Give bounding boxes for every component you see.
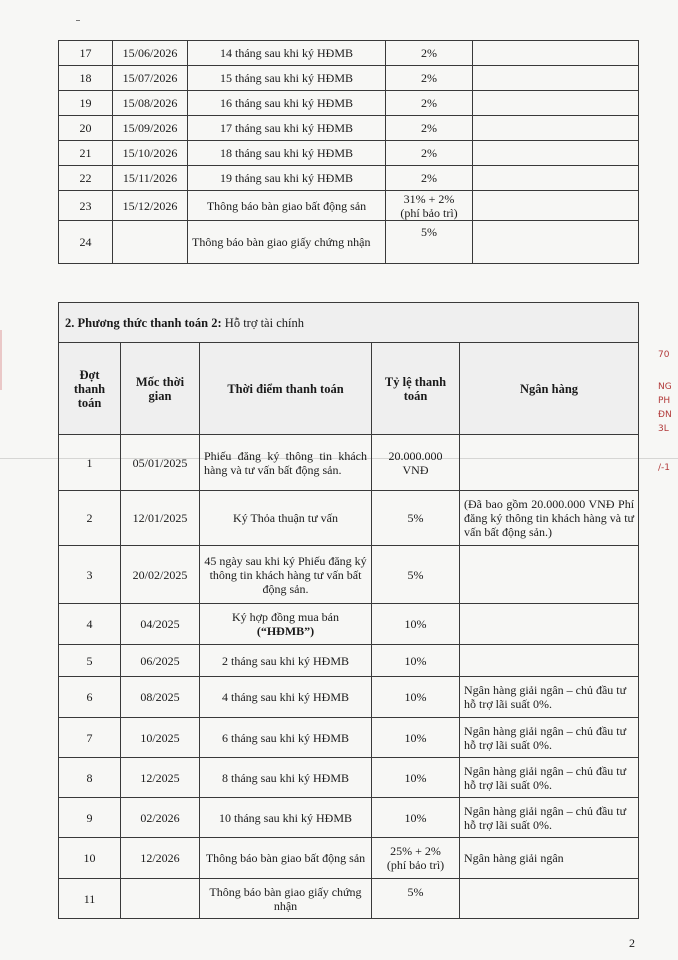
bank-note	[460, 435, 639, 491]
scan-edge-mark	[0, 330, 2, 390]
table-row	[59, 66, 639, 91]
installment-date: 15/07/2026	[113, 66, 188, 91]
table-row	[59, 645, 639, 677]
installment-number: 24	[59, 221, 113, 264]
installment-timing: Phiếu đăng ký thông tin khách hàng và tư vấn bất động sản.	[200, 435, 372, 491]
table-row	[59, 435, 639, 491]
table-row	[59, 546, 639, 604]
installment-number: 20	[59, 116, 113, 141]
installment-timing: 18 tháng sau khi ký HĐMB	[188, 141, 386, 166]
header-milestone: Mốc thời gian	[121, 343, 200, 435]
installment-timing: 17 tháng sau khi ký HĐMB	[188, 116, 386, 141]
table-row	[59, 141, 639, 166]
installment-timing: 2 tháng sau khi ký HĐMB	[200, 645, 372, 677]
installment-timing: Thông báo bàn giao bất động sản	[188, 191, 386, 221]
header-payment-timing: Thời điểm thanh toán	[200, 343, 372, 435]
table-row	[59, 677, 639, 718]
installment-timing: 4 tháng sau khi ký HĐMB	[200, 677, 372, 718]
table-header-row	[59, 343, 639, 435]
bank-note	[460, 604, 639, 645]
installment-date: 12/2025	[121, 758, 200, 798]
installment-timing: 10 tháng sau khi ký HĐMB	[200, 798, 372, 838]
installment-date: 08/2025	[121, 677, 200, 718]
bank-note: Ngân hàng giải ngân – chủ đầu tư hỗ trợ lãi suất 0%.	[460, 677, 639, 718]
installment-rate: 5%	[372, 491, 460, 546]
installment-date: 12/2026	[121, 838, 200, 879]
installment-date: 15/10/2026	[113, 141, 188, 166]
rate-value: 31% + 2%	[403, 191, 455, 206]
bank-note: (Đã bao gồm 20.000.000 VNĐ Phí đăng ký thông tin khách hàng và tư vấn bất động sản.)	[460, 491, 639, 546]
installment-note	[473, 66, 639, 91]
installment-timing: 6 tháng sau khi ký HĐMB	[200, 718, 372, 758]
installment-rate: 2%	[386, 166, 473, 191]
installment-date	[113, 221, 188, 264]
installment-note	[473, 221, 639, 264]
bank-note: Ngân hàng giải ngân	[460, 838, 639, 879]
installment-timing: 15 tháng sau khi ký HĐMB	[188, 66, 386, 91]
installment-timing: 14 tháng sau khi ký HĐMB	[188, 41, 386, 66]
installment-date: 20/02/2025	[121, 546, 200, 604]
installment-rate: 10%	[372, 798, 460, 838]
table-row	[59, 718, 639, 758]
installment-date: 02/2026	[121, 798, 200, 838]
installment-note	[473, 41, 639, 66]
table-row	[59, 758, 639, 798]
payment-schedule-table-2	[58, 302, 639, 919]
installment-timing: 45 ngày sau khi ký Phiếu đăng ký thông tin khách hàng tư vấn bất động sản.	[200, 546, 372, 604]
header-installment: Đợt thanh toán	[59, 343, 121, 435]
table-row	[59, 91, 639, 116]
installment-number: 10	[59, 838, 121, 879]
installment-number: 2	[59, 491, 121, 546]
table-row	[59, 491, 639, 546]
section-title-row	[59, 303, 639, 343]
installment-rate	[372, 838, 460, 879]
table-row	[59, 838, 639, 879]
installment-date: 10/2025	[121, 718, 200, 758]
installment-rate: 2%	[386, 116, 473, 141]
section-title-bold: 2. Phương thức thanh toán 2:	[65, 315, 222, 330]
bank-note	[460, 879, 639, 919]
installment-note	[473, 116, 639, 141]
table-row	[59, 41, 639, 66]
margin-stamp-text: NG	[658, 382, 672, 392]
installment-date: 15/12/2026	[113, 191, 188, 221]
installment-note	[473, 141, 639, 166]
header-bank: Ngân hàng	[460, 343, 639, 435]
installment-timing: 19 tháng sau khi ký HĐMB	[188, 166, 386, 191]
installment-rate: 5%	[386, 221, 473, 264]
table-row	[59, 798, 639, 838]
installment-number: 9	[59, 798, 121, 838]
installment-number: 11	[59, 879, 121, 919]
installment-number: 18	[59, 66, 113, 91]
table-row	[59, 221, 639, 264]
installment-timing: Thông báo bàn giao giấy chứng nhận	[200, 879, 372, 919]
installment-number: 7	[59, 718, 121, 758]
bank-note	[460, 645, 639, 677]
installment-note	[473, 191, 639, 221]
margin-stamp-text: 3L	[658, 424, 669, 434]
installment-timing: Ký Thỏa thuận tư vấn	[200, 491, 372, 546]
installment-rate: 10%	[372, 645, 460, 677]
margin-stamp-text: 70	[658, 350, 670, 360]
installment-timing: Thông báo bàn giao giấy chứng nhận	[188, 221, 386, 264]
installment-date: 15/11/2026	[113, 166, 188, 191]
installment-rate: 10%	[372, 718, 460, 758]
installment-date: 06/2025	[121, 645, 200, 677]
rate-note: (phí bảo trì)	[386, 858, 445, 872]
header-payment-rate: Tỷ lệ thanh toán	[372, 343, 460, 435]
installment-number: 3	[59, 546, 121, 604]
installment-note	[473, 166, 639, 191]
installment-number: 19	[59, 91, 113, 116]
table-row	[59, 604, 639, 645]
installment-date: 15/08/2026	[113, 91, 188, 116]
installment-note	[473, 91, 639, 116]
margin-stamp-text: ĐN	[658, 410, 672, 420]
installment-date: 04/2025	[121, 604, 200, 645]
installment-timing	[200, 604, 372, 645]
timing-text: Ký hợp đồng mua bán	[232, 610, 339, 624]
installment-number: 4	[59, 604, 121, 645]
installment-date: 15/09/2026	[113, 116, 188, 141]
installment-number: 22	[59, 166, 113, 191]
installment-number: 1	[59, 435, 121, 491]
bank-note: Ngân hàng giải ngân – chủ đầu tư hỗ trợ lãi suất 0%.	[460, 798, 639, 838]
rate-note: (phí bảo trì)	[400, 205, 458, 220]
installment-rate: 5%	[372, 546, 460, 604]
installment-rate: 2%	[386, 91, 473, 116]
timing-bold: (“HĐMB”)	[256, 624, 315, 638]
table-row	[59, 191, 639, 221]
bank-note	[460, 546, 639, 604]
installment-timing: 8 tháng sau khi ký HĐMB	[200, 758, 372, 798]
payment-schedule-table-1	[58, 40, 639, 264]
installment-timing: Thông báo bàn giao bất động sản	[200, 838, 372, 879]
installment-rate: 5%	[372, 879, 460, 919]
installment-number: 23	[59, 191, 113, 221]
installment-number: 6	[59, 677, 121, 718]
installment-rate	[386, 191, 473, 221]
installment-rate: 10%	[372, 758, 460, 798]
installment-rate: 10%	[372, 677, 460, 718]
installment-number: 17	[59, 41, 113, 66]
installment-number: 5	[59, 645, 121, 677]
installment-rate: 2%	[386, 141, 473, 166]
scan-mark	[76, 20, 80, 21]
installment-rate: 2%	[386, 41, 473, 66]
table-row	[59, 879, 639, 919]
bank-note: Ngân hàng giải ngân – chủ đầu tư hỗ trợ lãi suất 0%.	[460, 718, 639, 758]
installment-date: 05/01/2025	[121, 435, 200, 491]
table-row	[59, 116, 639, 141]
installment-rate: 20.000.000 VNĐ	[372, 435, 460, 491]
section-title-rest: Hỗ trợ tài chính	[221, 315, 304, 330]
installment-date: 15/06/2026	[113, 41, 188, 66]
table-row	[59, 166, 639, 191]
installment-number: 21	[59, 141, 113, 166]
installment-rate: 10%	[372, 604, 460, 645]
installment-rate: 2%	[386, 66, 473, 91]
installment-number: 8	[59, 758, 121, 798]
bank-note: Ngân hàng giải ngân – chủ đầu tư hỗ trợ lãi suất 0%.	[460, 758, 639, 798]
page-number: 2	[629, 936, 635, 950]
section-title	[59, 303, 639, 343]
installment-date: 12/01/2025	[121, 491, 200, 546]
installment-timing: 16 tháng sau khi ký HĐMB	[188, 91, 386, 116]
margin-stamp-text: PH	[658, 396, 671, 406]
installment-date	[121, 879, 200, 919]
rate-value: 25% + 2%	[390, 844, 441, 858]
margin-stamp-text: /-1	[658, 463, 671, 473]
